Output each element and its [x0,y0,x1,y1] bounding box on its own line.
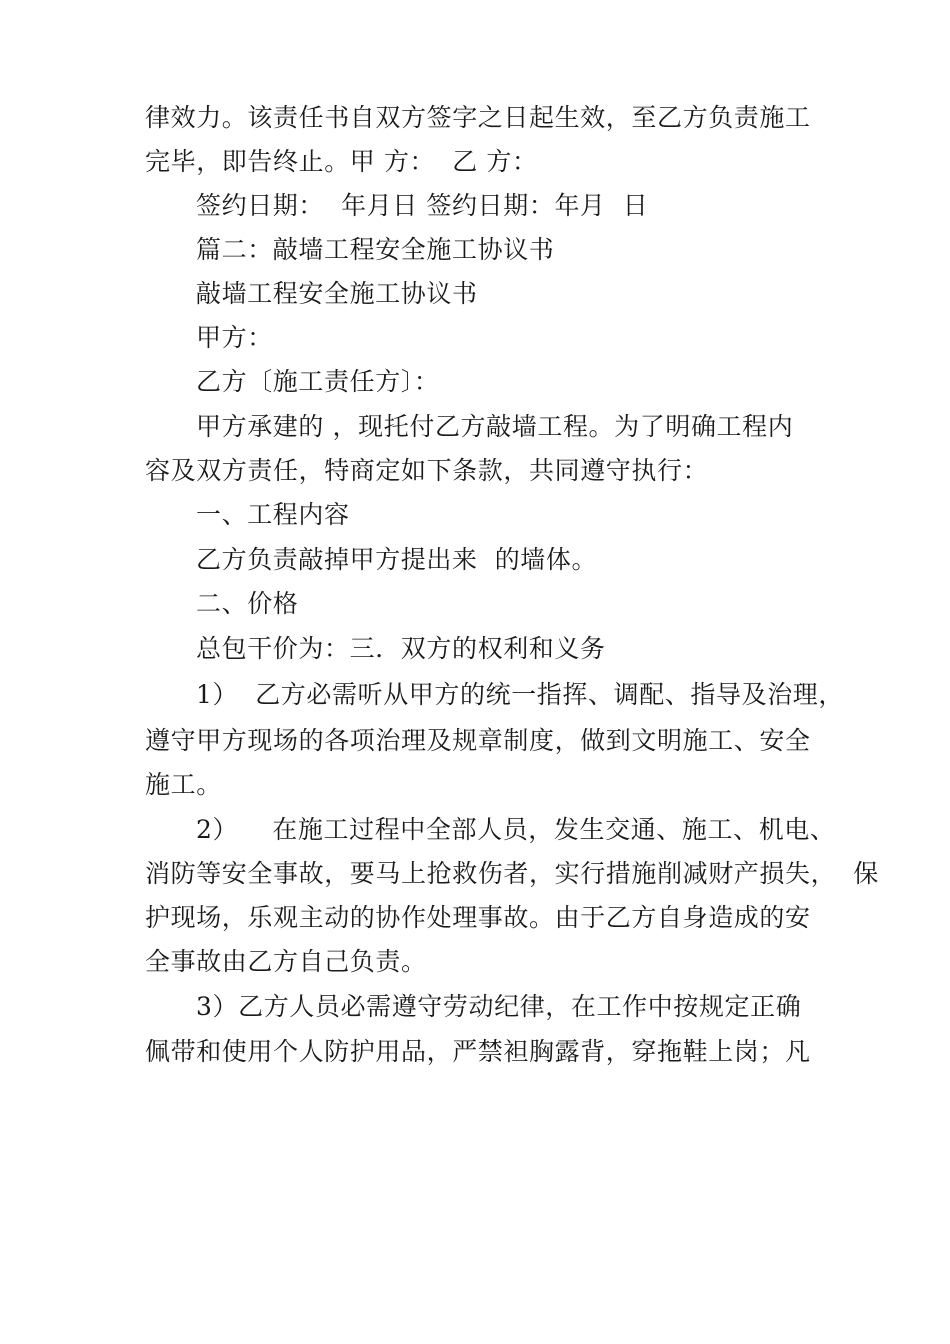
text-line: 全事故由乙方自己负责。 [145,947,427,976]
clause-heading: 一、工程内容 [196,500,350,529]
clause-heading: 二、价格 [196,589,299,618]
text-line: 施工。 [145,770,222,799]
text-line: 完毕，即告终止。甲 方： 乙 方： [145,147,538,176]
text-line: 遵守甲方现场的各项治理及规章制度，做到文明施工、安全 [145,726,811,755]
party-a-line: 甲方： [196,323,273,352]
text-line: 律效力。该责任书自双方签字之日起生效，至乙方负责施工 [145,103,811,132]
text-line: 护现场，乐观主动的协作处理事故。由于乙方自身造成的安 [145,903,811,932]
signature-date-line: 签约日期： 年月日 签约日期：年月 日 [196,191,649,220]
text-line: 消防等安全事故，要马上抢救伤者，实行措施削减财产损失， 保 [145,859,879,888]
section-heading: 篇二：敲墙工程安全施工协议书 [196,235,555,264]
text-line: 甲方承建的 ，现托付乙方敲墙工程。为了明确工程内 [196,412,794,441]
text-line: 容及双方责任，特商定如下条款，共同遵守执行： [145,456,709,485]
text-line: 乙方负责敲掉甲方提出来 的墙体。 [196,545,598,574]
text-line: 2） 在施工过程中全部人员，发生交通、施工、机电、 [196,815,836,844]
text-line: 1） 乙方必需听从甲方的统一指挥、调配、指导及治理， [196,680,845,709]
text-line: 佩带和使用个人防护用品，严禁袒胸露背，穿拖鞋上岗；凡 [145,1037,811,1066]
agreement-title: 敲墙工程安全施工协议书 [196,279,478,308]
text-line: 3）乙方人员必需遵守劳动纪律，在工作中按规定正确 [196,992,802,1021]
text-line: 总包干价为：三．双方的权利和义务 [196,634,606,663]
party-b-line: 乙方〔施工责任方〕： [196,367,440,396]
